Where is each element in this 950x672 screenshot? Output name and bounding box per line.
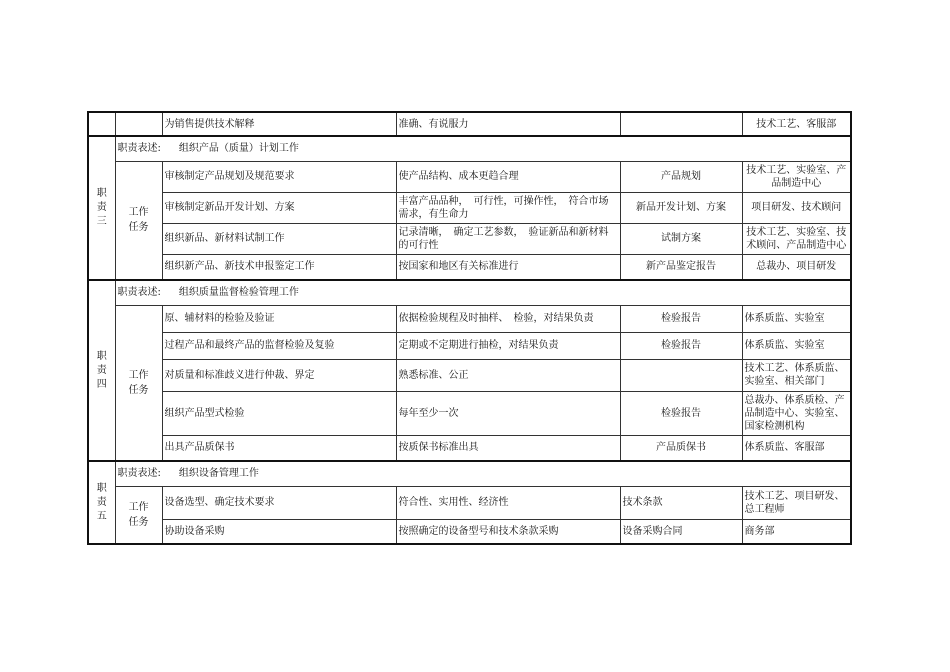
table-row [88,161,851,192]
output-cell: 检验报告 [620,332,742,359]
standard-cell: 丰富产品品种， 可行性，可操作性， 符合市场需求，有生命力 [396,192,620,223]
standard-cell: 依据检验规程及时抽样、 检验，对结果负责 [396,305,620,332]
table-row [88,486,851,519]
standard-cell: 准确、有说服力 [396,112,620,136]
section-summary [115,461,851,486]
task-cell: 原、辅材料的检验及验证 [162,305,396,332]
task-cell: 设备选型、确定技术要求 [162,486,396,519]
work-task-label: 工作 任务 [115,486,162,544]
task-cell: 为销售提供技术解释 [162,112,396,136]
summary-text: 组织质量监督检验管理工作 [178,287,299,299]
summary-label: 职责表述: [117,287,161,299]
standard-cell: 熟悉标准、公正 [396,359,620,391]
label-cell [88,112,115,136]
output-cell: 检验报告 [620,305,742,332]
dept-cell: 技术工艺、客服部 [742,112,851,136]
section-summary-row [88,280,851,305]
work-task-label: 工作 任务 [115,305,162,461]
section-summary [115,136,851,161]
section-label-3: 职 责 三 [88,136,115,280]
duty-table [87,111,852,545]
dept-cell: 体系质监、实验室 [742,332,851,359]
output-cell: 新品开发计划、方案 [620,192,742,223]
task-cell: 组织新品、新材料试制工作 [162,223,396,254]
output-cell: 新产品鉴定报告 [620,254,742,280]
table-row [88,112,851,136]
task-cell: 审核制定新品开发计划、方案 [162,192,396,223]
section-label-4: 职 责 四 [88,280,115,461]
dept-cell: 体系质监、实验室 [742,305,851,332]
table-row [88,519,851,544]
section-summary-row [88,136,851,161]
standard-cell: 符合性、实用性、经济性 [396,486,620,519]
standard-cell: 使产品结构、成本更趋合理 [396,161,620,192]
standard-cell: 按国家和地区有关标准进行 [396,254,620,280]
dept-cell: 总裁办、项目研发 [742,254,851,280]
standard-cell: 记录清晰， 确定工艺参数， 验证新品和新材料的可行性 [396,223,620,254]
section-summary-row [88,461,851,486]
output-cell [620,112,742,136]
dept-cell: 商务部 [742,519,851,544]
task-cell: 协助设备采购 [162,519,396,544]
dept-cell: 总裁办、体系质检、产品制造中心、实验室、国家检测机构 [742,391,851,435]
standard-cell: 定期或不定期进行抽检，对结果负责 [396,332,620,359]
standard-cell: 按照确定的设备型号和技术条款采购 [396,519,620,544]
sub-label-cell [115,112,162,136]
work-task-label: 工作 任务 [115,161,162,280]
standard-cell: 按质保书标准出具 [396,435,620,461]
section-label-5: 职 责 五 [88,461,115,544]
table-row [88,223,851,254]
task-cell: 出具产品质保书 [162,435,396,461]
output-cell: 产品质保书 [620,435,742,461]
table-row [88,391,851,435]
summary-label: 职责表述: [117,143,161,155]
output-cell: 检验报告 [620,391,742,435]
summary-text: 组织设备管理工作 [178,468,259,480]
dept-cell: 项目研发、技术顾问 [742,192,851,223]
table-row [88,332,851,359]
section-summary [115,280,851,305]
output-cell: 设备采购合同 [620,519,742,544]
table-row [88,435,851,461]
dept-cell: 技术工艺、实验室、产品制造中心 [742,161,851,192]
table-row [88,254,851,280]
task-cell: 对质量和标准歧义进行仲裁、界定 [162,359,396,391]
dept-cell: 体系质监、客服部 [742,435,851,461]
task-cell: 组织产品型式检验 [162,391,396,435]
table-row [88,192,851,223]
task-cell: 审核制定产品规划及规范要求 [162,161,396,192]
standard-cell: 每年至少一次 [396,391,620,435]
table-row [88,359,851,391]
task-cell: 组织新产品、新技术申报鉴定工作 [162,254,396,280]
summary-text: 组织产品（质量）计划工作 [178,143,299,155]
output-cell: 试制方案 [620,223,742,254]
output-cell: 产品规划 [620,161,742,192]
task-cell: 过程产品和最终产品的监督检验及复验 [162,332,396,359]
output-cell: 技术条款 [620,486,742,519]
dept-cell: 技术工艺、项目研发、总工程师 [742,486,851,519]
dept-cell: 技术工艺、实验室、技术顾问、产品制造中心 [742,223,851,254]
output-cell [620,359,742,391]
dept-cell: 技术工艺、体系质监、实验室、相关部门 [742,359,851,391]
summary-label: 职责表述: [117,468,161,480]
table-row [88,305,851,332]
